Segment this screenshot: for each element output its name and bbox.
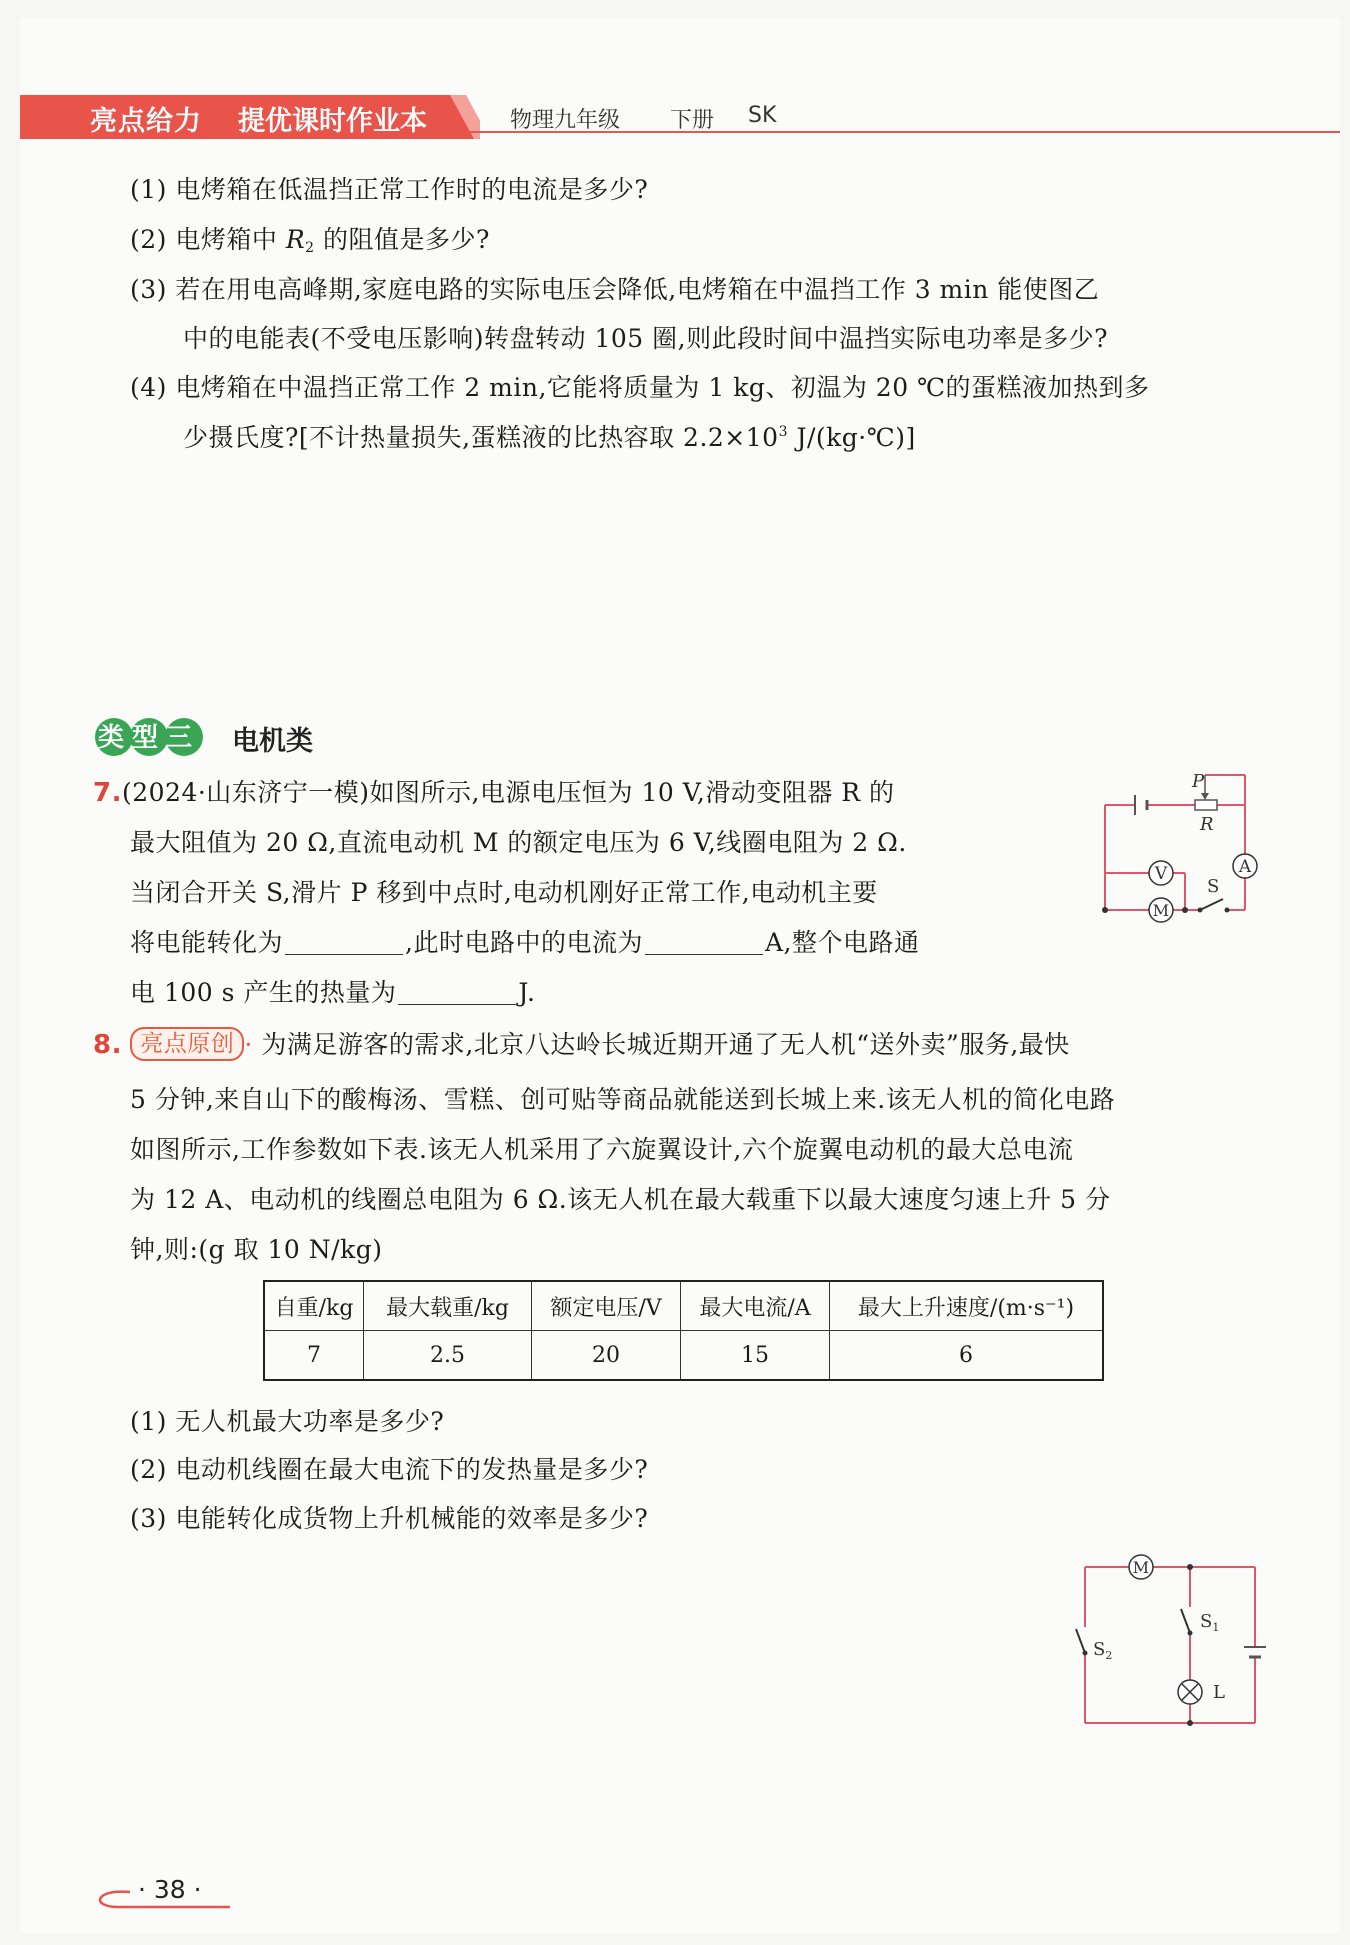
q8-line-4: 为 12 A、电动机的线圈总电阻为 6 Ω.该无人机在最大载重下以最大速度匀速上升 5 分 [130, 1185, 1111, 1214]
q8-line-2: 5 分钟,来自山下的酸梅汤、雪糕、创可贴等商品就能送到长城上来.该无人机的简化电路 [130, 1085, 1116, 1114]
table-cell: 15 [681, 1331, 830, 1381]
q7-number: 7. [93, 778, 122, 808]
q7-circuit-diagram [1055, 765, 1265, 930]
q7-blank-3[interactable] [398, 982, 516, 1005]
q7-label-P: P [1192, 771, 1205, 792]
section-title: 电机类 [232, 726, 313, 757]
q7-line-4: 将电能转化为 ,此时电路中的电流为 A,整个电路通 [130, 928, 920, 957]
q8-switch-S2 [1076, 1629, 1085, 1653]
table-cell: 20 [532, 1331, 681, 1381]
q8-switch-S1 [1181, 1609, 1190, 1633]
table-header-cell: 最大载重/kg [364, 1281, 532, 1331]
prev-part-3-line-2: 中的电能表(不受电压影响)转盘转动 105 圈,则此段时间中温挡实际电功率是多少? [183, 324, 1108, 353]
table-cell: 2.5 [364, 1331, 532, 1381]
q8-original-badge: 亮点原创 [130, 1027, 244, 1061]
q7-switch [1200, 899, 1223, 910]
q8-parameter-table [263, 1280, 1104, 1381]
page-number: · 38 · [138, 1875, 202, 1904]
table-header-cell: 最大电流/A [681, 1281, 830, 1331]
table-header-row [264, 1281, 1103, 1331]
header-subject: 物理九年级 [510, 108, 621, 133]
q8-label-M: M [1132, 1558, 1150, 1577]
q7-label-V: V [1154, 864, 1168, 884]
q8-subquestion-2: (2) 电动机线圈在最大电流下的发热量是多少? [130, 1455, 649, 1484]
q7-line-5: 电 100 s 产生的热量为 J. [130, 978, 536, 1007]
q8-number: 8. [93, 1030, 122, 1060]
q7-label-S: S [1207, 876, 1220, 897]
header-book-title: 提优课时作业本 [238, 106, 427, 137]
q7-label-R: R [1200, 814, 1214, 835]
prev-part-2: (2) 电烤箱中 $R_2$ 的阻值是多少? [130, 225, 490, 256]
q8-subquestion-1: (1) 无人机最大功率是多少? [130, 1407, 445, 1436]
q8-circuit-diagram [1070, 1545, 1270, 1730]
q7-line-2: 最大阻值为 20 Ω,直流电动机 M 的额定电压为 6 V,线圈电阻为 2 Ω. [130, 828, 907, 857]
header-volume: 下册 [670, 108, 715, 133]
q7-blank-2[interactable] [645, 932, 763, 955]
section-badge [94, 717, 204, 757]
prev-part-1: (1) 电烤箱在低温挡正常工作时的电流是多少? [130, 175, 649, 204]
header-brand: 亮点给力 [90, 106, 202, 137]
table-header-cell: 最大上升速度/(m·s⁻¹) [830, 1281, 1104, 1331]
q7-label-M: M [1152, 901, 1170, 920]
table-header-cell: 自重/kg [264, 1281, 364, 1331]
section-badge-text: 类型三 [97, 723, 201, 753]
q7-line-1: 7.(2024·山东济宁一模)如图所示,电源电压恒为 10 V,滑动变阻器 R 的 [93, 778, 895, 808]
q8-label-S1: $S_1$ [1200, 1611, 1220, 1634]
q7-blank-1[interactable] [285, 932, 403, 955]
prev-part-3-line-1: (3) 若在用电高峰期,家庭电路的实际电压会降低,电烤箱在中温挡工作 3 min 能使图乙 [130, 275, 1100, 304]
prev-part-4-line-2: 少摄氏度?[不计热量损失,蛋糕液的比热容取 $2.2\times 10^3$ J/(kg·℃)] [183, 423, 916, 452]
header-edition: SK [748, 103, 777, 128]
q8-line-5: 钟,则:(g 取 10 N/kg) [130, 1235, 383, 1264]
q8-label-S2: $S_2$ [1093, 1639, 1113, 1662]
q7-rheostat [1195, 800, 1217, 810]
table-cell: 6 [830, 1331, 1104, 1381]
q8-line-3: 如图所示,工作参数如下表.该无人机采用了六旋翼设计,六个旋翼电动机的最大总电流 [130, 1135, 1074, 1164]
prev-part-4-line-1: (4) 电烤箱在中温挡正常工作 2 min,它能将质量为 1 kg、初温为 20 ℃的蛋糕液加热到多 [130, 373, 1150, 402]
q8-subquestion-3: (3) 电能转化成货物上升机械能的效率是多少? [130, 1504, 649, 1533]
q7-line-3: 当闭合开关 S,滑片 P 移到中点时,电动机刚好正常工作,电动机主要 [130, 878, 878, 907]
q7-label-A: A [1238, 857, 1252, 877]
table-header-cell: 额定电压/V [532, 1281, 681, 1331]
q8-line-1: 8. 亮点原创 · 为满足游客的需求,北京八达岭长城近期开通了无人机“送外卖”服务,最快 [93, 1025, 1070, 1061]
table-cell: 7 [264, 1331, 364, 1381]
table-row [264, 1331, 1103, 1381]
q8-label-L: L [1213, 1682, 1225, 1703]
